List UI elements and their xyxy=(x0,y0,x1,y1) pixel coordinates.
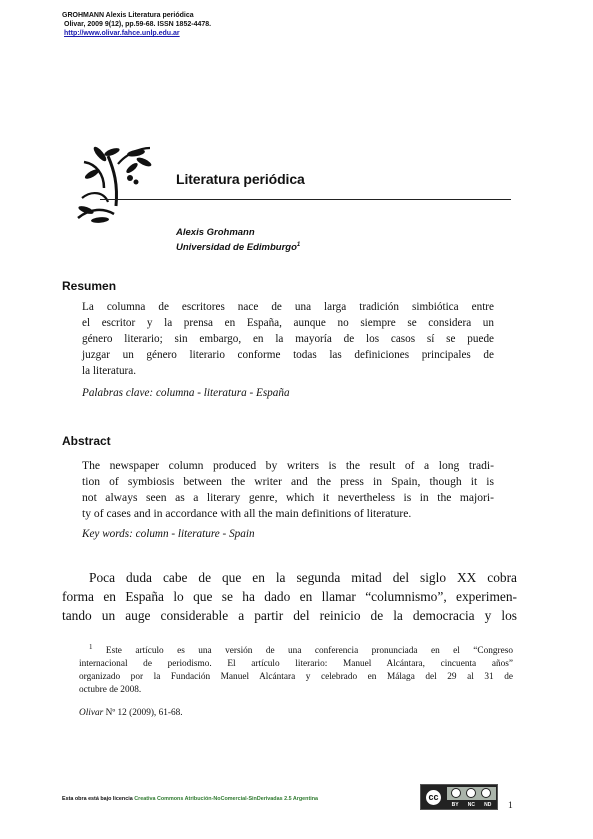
article-title: Literatura periódica xyxy=(176,171,305,187)
author-affiliation xyxy=(176,239,300,254)
abstract-line: ty of cases and in accordance with all the main definitions of literature. xyxy=(82,507,412,520)
author-block xyxy=(176,226,300,254)
badge-nd: ND xyxy=(484,802,492,808)
footnote xyxy=(79,641,513,697)
affiliation-note-marker[interactable]: 1 xyxy=(296,242,301,248)
footnote-line: octubre de 2008. xyxy=(79,685,142,696)
footnote-line: $^1$ Este artículo es una versión de una conferencia pronunciada en el “Congreso xyxy=(89,643,513,657)
citation xyxy=(79,708,183,718)
resumen-line: la literatura. xyxy=(82,365,137,377)
header-line-2: Olivar, 2009 9(12), pp.59-68. ISSN 1852-4478. xyxy=(64,21,212,28)
license-prefix: Esta obra está bajo licencia xyxy=(62,796,135,802)
nd-equals-icon xyxy=(481,788,491,798)
badge-nc: NC xyxy=(467,802,475,808)
citation-journal: Olivar xyxy=(79,708,104,718)
footnote-line: organizado por la Fundación Manuel Alcántara y celebrado en Málaga del 29 al 31 de xyxy=(79,672,513,683)
cc-circle-icon: cc xyxy=(424,788,443,807)
author-name: Alexis Grohmann xyxy=(176,227,255,238)
affiliation-text: Universidad de Edimburgo xyxy=(176,242,297,254)
resumen-heading: Resumen xyxy=(62,279,117,293)
body-line: forma en España lo que se ha dado en llamar “columnismo”, experimen- xyxy=(62,589,517,604)
resumen-body xyxy=(82,299,494,379)
body-line: tando un auge considerable a partir del reinicio de la democracia y los xyxy=(62,608,517,623)
footnote-marker: 1 xyxy=(89,643,93,651)
running-header xyxy=(62,11,211,38)
license-link[interactable]: Creativa Commons Atribución-NoComercial-SinDerivadas 2.5 Argentina xyxy=(134,796,319,802)
by-person-icon xyxy=(451,788,461,798)
body-paragraph xyxy=(62,568,517,625)
header-line-1: GROHMANN Alexis Literatura periódica xyxy=(62,12,194,19)
body-line: Poca duda cabe de que en la segunda mitad del siglo XX cobra xyxy=(89,570,517,585)
resumen-line: La columna de escritores nace de una larga tradición simbiótica entre xyxy=(82,301,494,313)
cc-icons-strip xyxy=(447,787,496,800)
badge-by: BY xyxy=(451,802,459,808)
resumen-line: juzgar un género literario conforme todas las definiciones principales de xyxy=(82,349,494,361)
abstract-body xyxy=(82,458,494,522)
resumen-keywords: Palabras clave: columna - literatura - España xyxy=(82,387,290,399)
abstract-keywords: Key words: column - literature - Spain xyxy=(82,528,255,540)
abstract-line: The newspaper column produced by writers is the result of a long tradi- xyxy=(82,459,494,472)
footnote-line: internacional de periodismo. El artículo literario: Manuel Alcántara, cincuenta años” xyxy=(79,659,513,670)
abstract-heading: Abstract xyxy=(62,434,111,448)
abstract-line: not always seen as a literary genre, which it nevertheless is in the majori- xyxy=(82,491,494,504)
creative-commons-icon[interactable] xyxy=(420,784,498,810)
resumen-line: género literario; sin embargo, en la mayoría de los casos sí se puede xyxy=(82,333,494,345)
resumen-line: el escritor y la prensa en España, aunque no siempre se considera un xyxy=(82,317,494,329)
cc-labels xyxy=(447,801,496,809)
olive-branch-logo-icon xyxy=(74,144,156,224)
nc-dollar-icon xyxy=(466,788,476,798)
license-line xyxy=(62,796,318,802)
header-link[interactable]: http://www.olivar.fahce.unlp.edu.ar xyxy=(64,30,180,37)
abstract-line: tion of symbiosis between the writer and the press in Spain, though it is xyxy=(82,475,494,488)
page-number: 1 xyxy=(508,801,513,811)
citation-rest: Nº 12 (2009), 61-68. xyxy=(103,708,183,718)
title-rule xyxy=(100,199,511,200)
